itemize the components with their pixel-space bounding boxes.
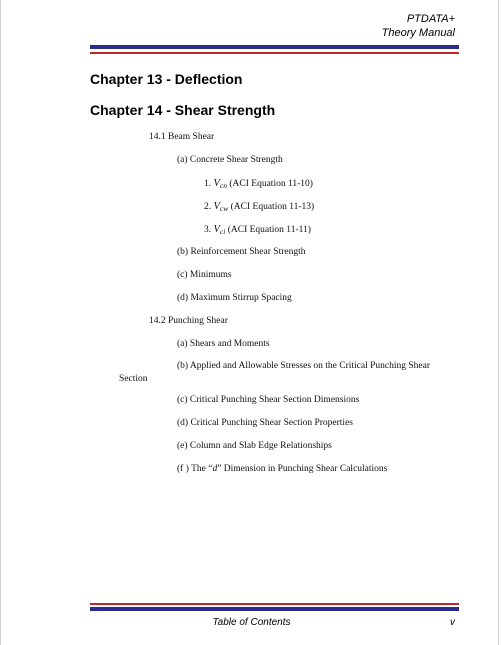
toc-entry-14-2-c[interactable]: (c) Critical Punching Shear Section Dimensions [177,395,360,405]
toc-entry-equation-vcn[interactable] [204,178,313,190]
footer-rule-blue [90,607,459,611]
entry-text-post: ” Dimension in Punching Shear Calculations [217,464,388,474]
toc-entry-14-2-f[interactable] [177,464,387,474]
equation-subscript: cn [219,181,228,190]
equation-symbol: V [213,224,220,235]
toc-entry-14-1-c[interactable]: (c) Minimums [177,270,232,280]
list-number: 2. [204,202,212,212]
entry-text-pre: (f ) The “ [177,464,213,474]
equation-reference: (ACI Equation 11-13) [230,202,315,212]
toc-entry-14-2[interactable]: 14.2 Punching Shear [149,316,228,326]
toc-entry-14-1-d[interactable]: (d) Maximum Stirrup Spacing [177,293,292,303]
header-manual: Theory Manual [381,27,455,39]
header-product: PTDATA+ [406,13,455,25]
toc-entry-14-2-b-continuation[interactable]: Section [119,374,148,384]
toc-entry-14-2-d[interactable]: (d) Critical Punching Shear Section Properties [177,418,353,428]
footer-title: Table of Contents [212,617,291,628]
equation-subscript: ci [219,227,226,236]
equation-reference: (ACI Equation 11-10) [229,179,313,189]
footer-rule-red [90,603,459,605]
toc-entry-14-2-a[interactable]: (a) Shears and Moments [177,339,270,349]
list-number: 3. [204,225,212,235]
header-rule-blue [90,45,459,49]
toc-entry-14-1-a[interactable]: (a) Concrete Shear Strength [177,155,283,165]
equation-symbol: V [213,201,220,212]
equation-reference: (ACI Equation 11-11) [227,225,311,235]
dimension-symbol: d [212,464,218,474]
equation-subscript: cw [219,204,229,213]
list-number: 1. [204,179,212,189]
page-number: v [450,617,455,628]
toc-entry-equation-vci[interactable] [204,224,311,236]
chapter-14-heading[interactable]: Chapter 14 - Shear Strength [90,102,276,118]
header-rule-red [90,52,459,54]
chapter-13-heading[interactable]: Chapter 13 - Deflection [90,71,243,87]
toc-entry-14-2-b[interactable]: (b) Applied and Allowable Stresses on the Critical Punching Shear [177,361,431,371]
equation-symbol: V [213,178,220,189]
toc-entry-14-1-b[interactable]: (b) Reinforcement Shear Strength [177,247,306,257]
toc-entry-equation-vcw[interactable] [204,201,314,213]
toc-entry-14-1[interactable]: 14.1 Beam Shear [149,132,215,142]
toc-entry-14-2-e[interactable]: (e) Column and Slab Edge Relationships [177,441,332,451]
